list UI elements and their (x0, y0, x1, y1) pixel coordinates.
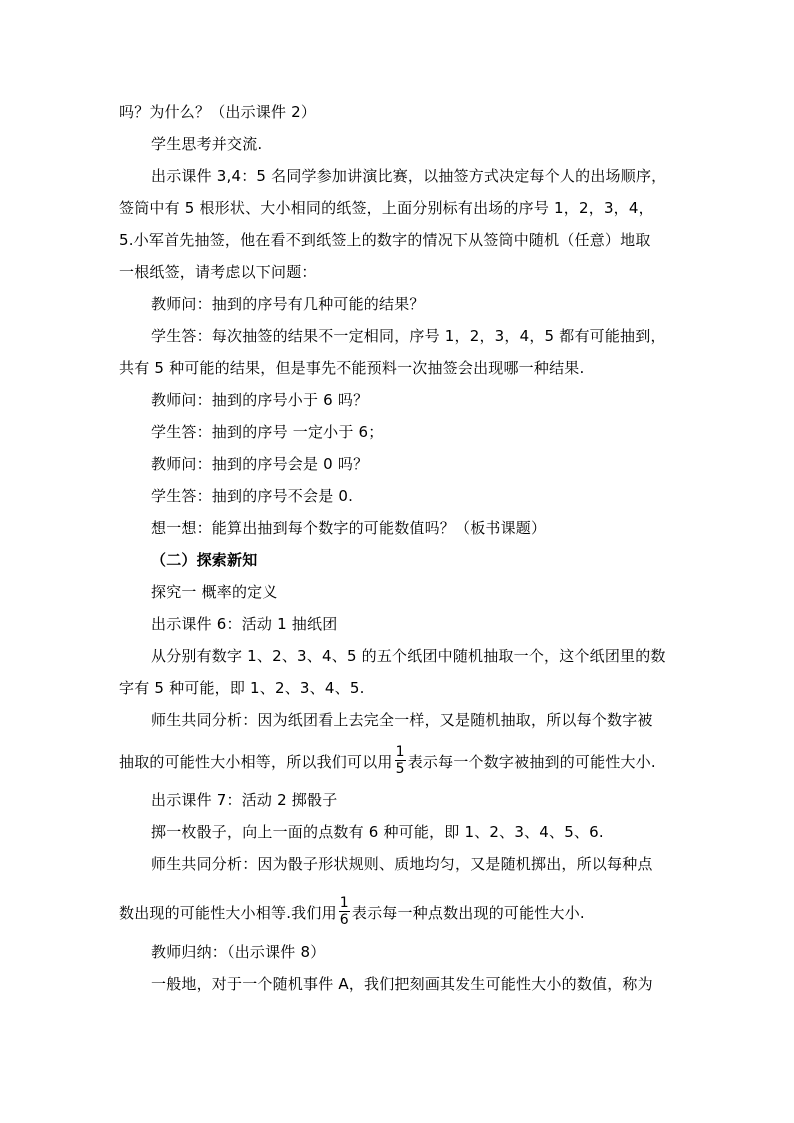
text-line-20: 师生共同分析：因为纸团看上去完全一样，又是随机抽取，所以每个数字被 (151, 711, 653, 729)
fraction-one-fifth (395, 744, 406, 777)
text-line-21 (119, 746, 656, 779)
text-line-9: 共有 5 种可能的结果，但是事先不能预料一次抽签会出现哪一种结果. (119, 359, 585, 377)
text-after-fraction: 表示每一种点数出现的可能性大小. (351, 904, 585, 922)
text-line-13: 学生答：抽到的序号不会是 0. (151, 487, 354, 505)
text-line-12: 教师问：抽到的序号会是 0 吗？ (151, 455, 369, 473)
text-line-14: 想一想：能算出抽到每个数字的可能数值吗？（板书课题） (151, 519, 547, 537)
text-line-19: 字有 5 种可能，即 1、2、3、4、5. (119, 679, 365, 697)
fraction-denominator: 6 (339, 912, 349, 928)
text-line-27: 一般地，对于一个随机事件 A，我们把刻画其发生可能性大小的数值，称为 (151, 975, 653, 993)
text-line-1: 吗？为什么？（出示课件 2） (119, 103, 317, 121)
text-line-25 (119, 897, 585, 930)
text-line-6: 一根纸签，请考虑以下问题： (119, 263, 317, 281)
text-line-10: 教师问：抽到的序号小于 6 吗？ (151, 391, 369, 409)
text-line-4: 签筒中有 5 根形状、大小相同的纸签，上面分别标有出场的序号 1，2，3，4， (119, 199, 654, 217)
text-line-8: 学生答：每次抽签的结果不一定相同，序号 1，2，3，4，5 都有可能抽到， (151, 327, 666, 345)
text-line-3: 出示课件 3,4：5 名同学参加讲演比赛，以抽签方式决定每个人的出场顺序， (151, 167, 667, 185)
text-before-fraction: 抽取的可能性大小相等，所以我们可以用 (119, 753, 393, 771)
text-line-11: 学生答：抽到的序号 一定小于 6； (151, 423, 384, 441)
text-line-18: 从分别有数字 1、2、3、4、5 的五个纸团中随机抽取一个，这个纸团里的数 (151, 647, 666, 665)
fraction-one-sixth (339, 895, 350, 928)
section-heading: （二）探索新知 (151, 551, 258, 569)
text-line-2: 学生思考并交流. (151, 135, 263, 153)
text-line-16: 探究一 概率的定义 (151, 583, 278, 601)
text-line-26: 教师归纳：（出示课件 8） (151, 943, 326, 961)
text-after-fraction: 表示每一个数字被抽到的可能性大小. (407, 753, 656, 771)
text-line-22: 出示课件 7：活动 2 掷骰子 (151, 791, 338, 809)
text-line-23: 掷一枚骰子，向上一面的点数有 6 种可能，即 1、2、3、4、5、6. (151, 823, 604, 841)
fraction-numerator: 1 (339, 895, 349, 911)
fraction-numerator: 1 (395, 744, 405, 760)
text-line-5: 5.小军首先抽签，他在看不到纸签上的数字的情况下从签筒中随机（任意）地取 (119, 231, 651, 249)
text-line-24: 师生共同分析：因为骰子形状规则、质地均匀，又是随机掷出，所以每种点 (151, 855, 653, 873)
text-before-fraction: 数出现的可能性大小相等.我们用 (119, 904, 337, 922)
fraction-denominator: 5 (395, 761, 405, 777)
text-line-7: 教师问：抽到的序号有几种可能的结果？ (151, 295, 425, 313)
text-line-17: 出示课件 6：活动 1 抽纸团 (151, 615, 338, 633)
